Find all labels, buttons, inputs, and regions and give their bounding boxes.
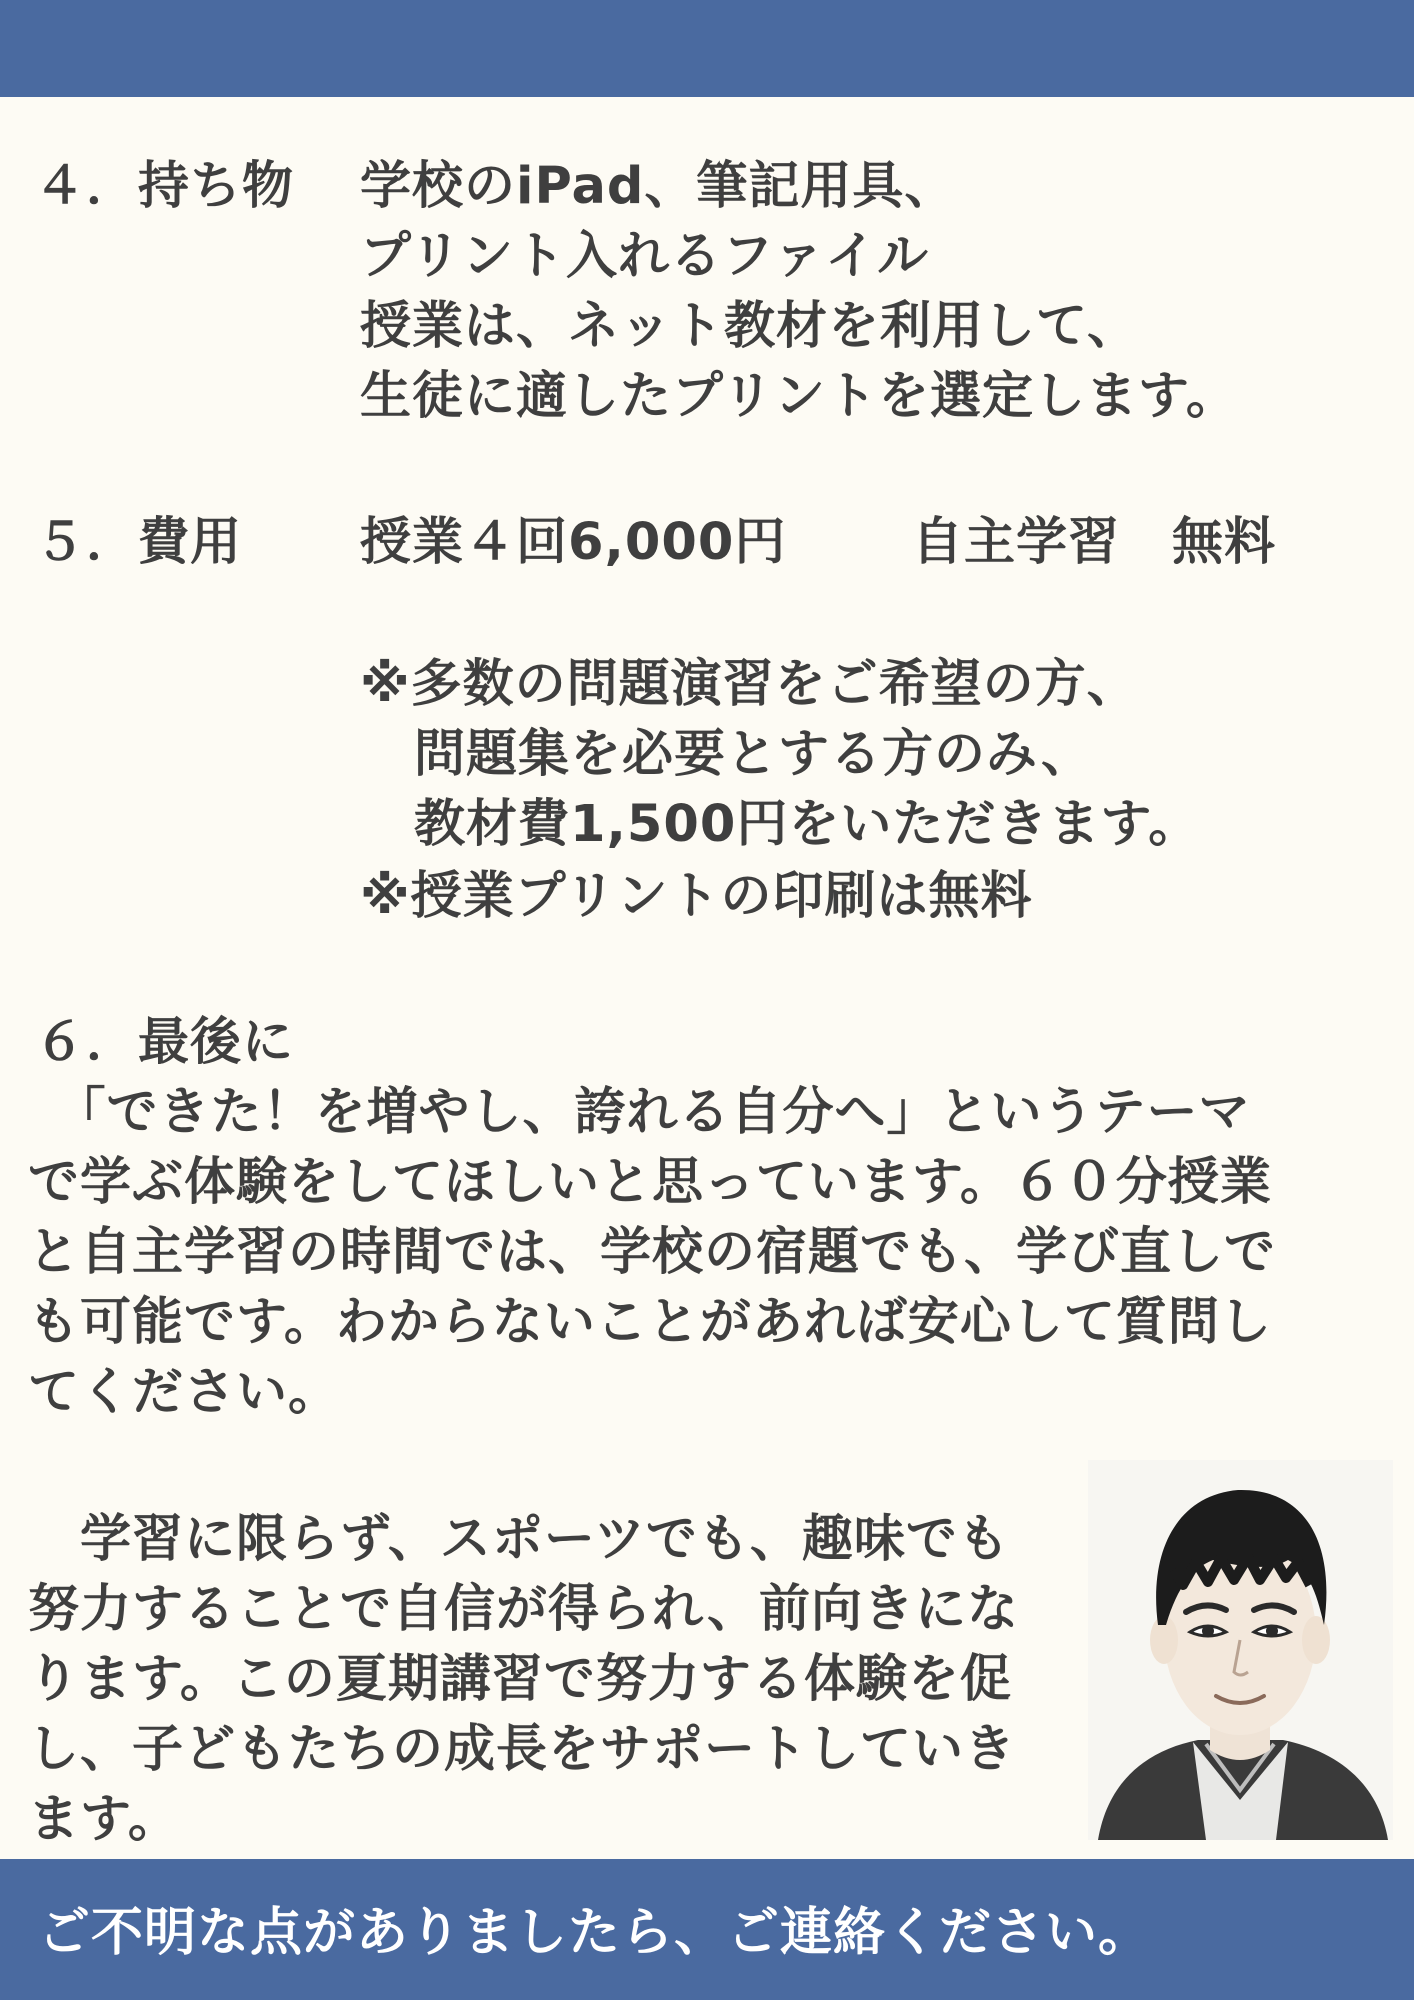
closing-heading: ６．最後に bbox=[34, 1013, 295, 1072]
items-line: 学校のiPad、筆記用具、 bbox=[360, 157, 957, 216]
items-line: 授業は、ネット教材を利用して、 bbox=[360, 297, 1139, 356]
items-line: 生徒に適したプリントを選定します。 bbox=[360, 367, 1238, 426]
items-text bbox=[360, 152, 1238, 432]
closing-line: 学習に限らず、スポーツでも、趣味でも bbox=[28, 1510, 1010, 1569]
closing-line: で学ぶ体験をしてほしいと思っています。６０分授業 bbox=[28, 1153, 1272, 1212]
cost-note: 問題集を必要とする方のみ、 bbox=[414, 725, 1094, 784]
cost-note: ※授業プリントの印刷は無料 bbox=[360, 867, 1033, 926]
closing-paragraph-1 bbox=[28, 1078, 1276, 1428]
closing-line: ります。この夏期講習で努力する体験を促 bbox=[28, 1650, 1012, 1709]
self-study-fee: 自主学習 無料 bbox=[912, 513, 1277, 572]
closing-line: し、子どもたちの成長をサポートしていき bbox=[28, 1720, 1017, 1779]
header-bar bbox=[0, 0, 1414, 97]
teacher-portrait-image bbox=[1088, 1460, 1393, 1840]
closing-line: 「できた！を増やし、誇れる自分へ」というテーマ bbox=[28, 1083, 1251, 1142]
closing-line: 努力することで自信が得られ、前向きにな bbox=[28, 1580, 1020, 1639]
closing-line: ます。 bbox=[28, 1790, 180, 1849]
closing-line: てください。 bbox=[28, 1363, 341, 1422]
cost-heading: ５．費用 bbox=[34, 513, 243, 572]
footer-message: ご不明な点がありましたら、ご連絡ください。 bbox=[38, 1903, 1152, 1963]
items-heading: ４．持ち物 bbox=[34, 157, 295, 216]
cost-note: ※多数の問題演習をご希望の方、 bbox=[360, 655, 1139, 714]
closing-line: も可能です。わからないことがあれば安心して質問し bbox=[28, 1293, 1272, 1352]
closing-paragraph-2 bbox=[28, 1505, 1019, 1855]
cost-note: 教材費1,500円をいただきます。 bbox=[414, 795, 1201, 854]
lesson-fee: 授業４回6,000円 bbox=[360, 513, 787, 572]
items-line: プリント入れるファイル bbox=[360, 227, 929, 286]
closing-line: と自主学習の時間では、学校の宿題でも、学び直しで bbox=[28, 1223, 1277, 1282]
